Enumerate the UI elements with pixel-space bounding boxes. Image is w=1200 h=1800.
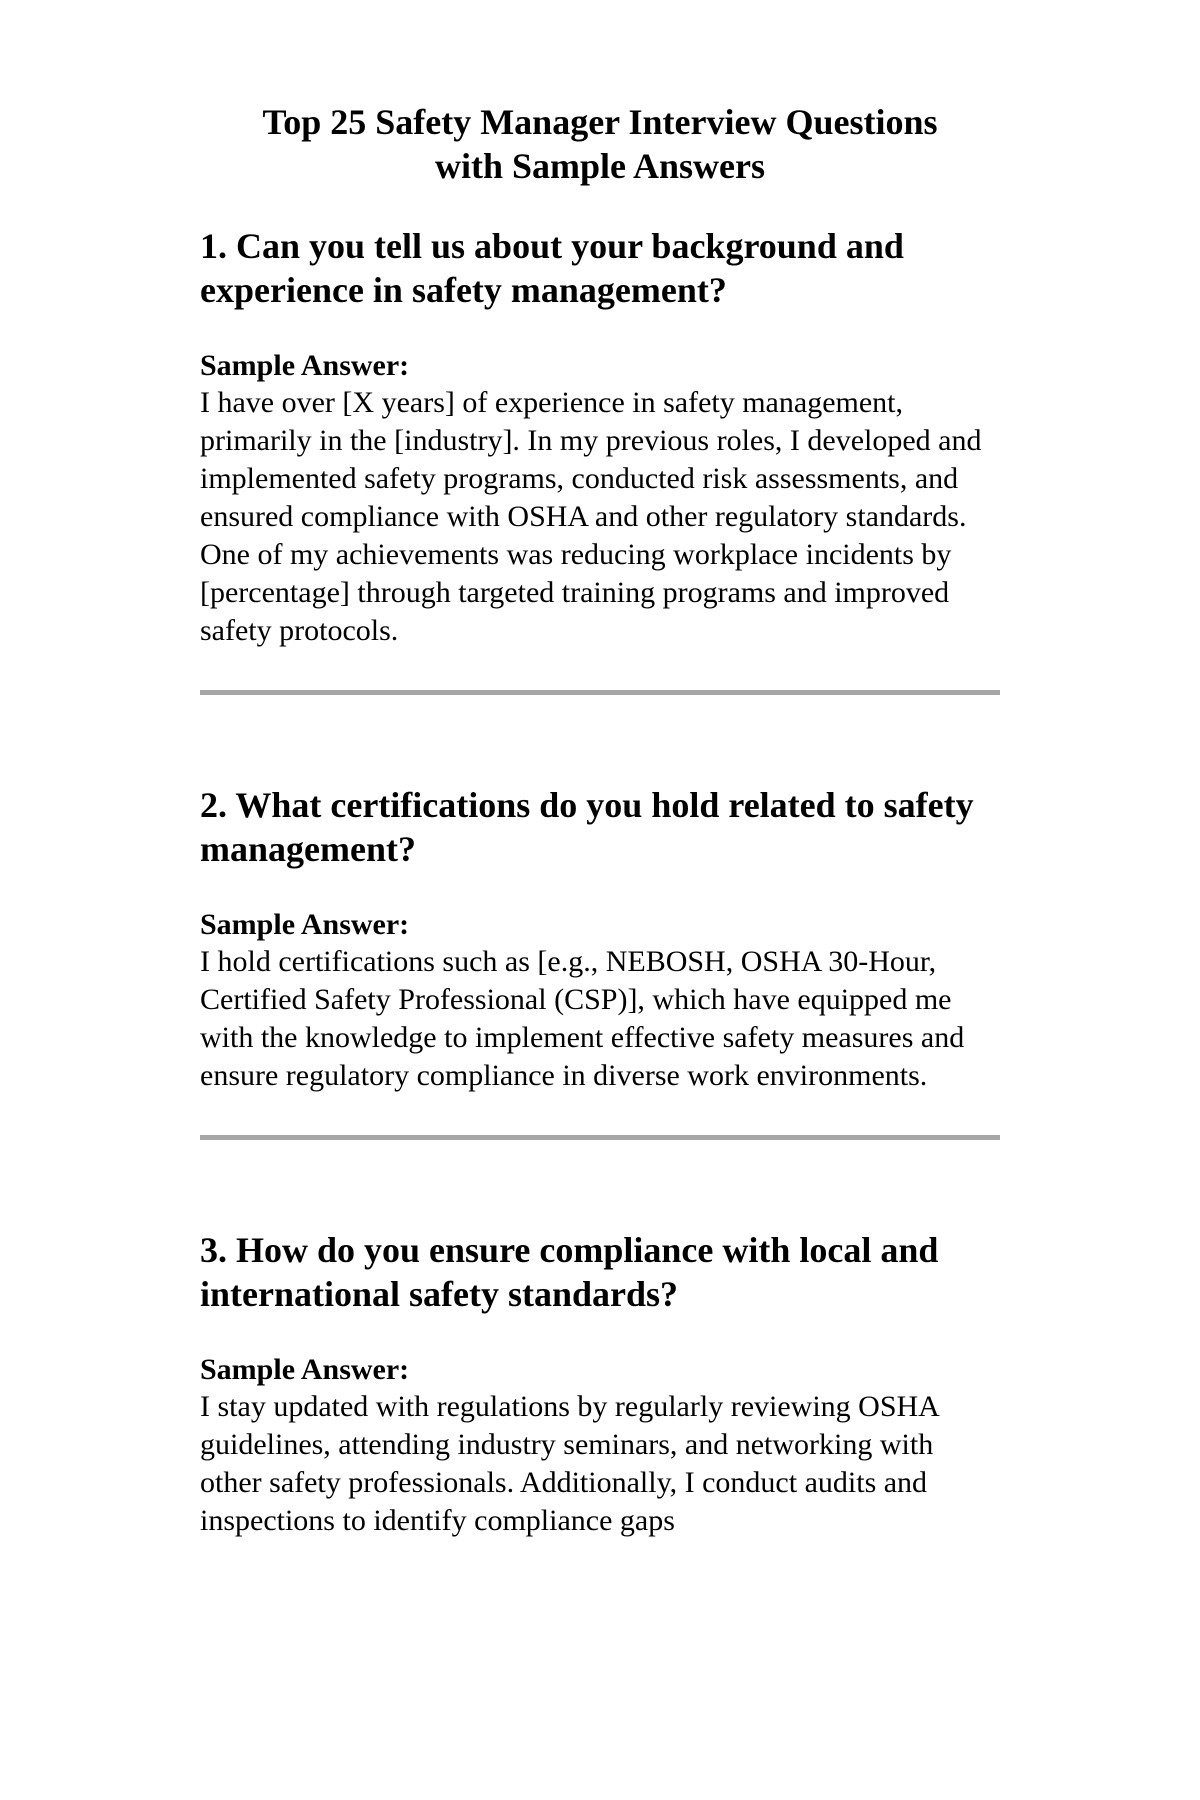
document-content — [200, 224, 1000, 1540]
section-divider — [200, 690, 1000, 695]
question-heading: 3. How do you ensure compliance with local and international safety standards? — [200, 1230, 939, 1314]
question-section-2 — [200, 783, 1000, 1140]
section-divider — [200, 1135, 1000, 1140]
document-title — [200, 100, 1000, 188]
sample-answer-text: I stay updated with regulations by regularly reviewing OSHA guidelines, attending industry seminars, and networking with other safety professionals. Additionally, I conduct audits and inspections to identify compliance gaps — [200, 1390, 939, 1537]
sample-answer-label: Sample Answer: — [200, 1353, 410, 1386]
sample-answer-text: I hold certifications such as [e.g., NEBOSH, OSHA 30-Hour, Certified Safety Professional (CSP)], which have equipped me with the knowledge to implement effective safety measures and ensure regulatory compliance in diverse work environments. — [200, 945, 965, 1092]
question-section-1 — [200, 224, 1000, 695]
sample-answer-text: I have over [X years] of experience in safety management, primarily in the [industry]. In my previous roles, I developed and implemented safety programs, conducted risk assessments, and ensured compliance with OSHA and other regulatory standards. One of my achievements was reducing workplace incidents by [percentage] through targeted training programs and improved safety protocols. — [200, 386, 982, 647]
document-title-line-2: with Sample Answers — [434, 146, 766, 186]
document-title-line-1: Top 25 Safety Manager Interview Questions — [262, 102, 938, 142]
question-heading: 1. Can you tell us about your background and experience in safety management? — [200, 226, 904, 310]
sample-answer-label: Sample Answer: — [200, 908, 410, 941]
question-heading: 2. What certifications do you hold related to safety management? — [200, 785, 974, 869]
question-section-3 — [200, 1228, 1000, 1540]
sample-answer-label: Sample Answer: — [200, 349, 410, 382]
